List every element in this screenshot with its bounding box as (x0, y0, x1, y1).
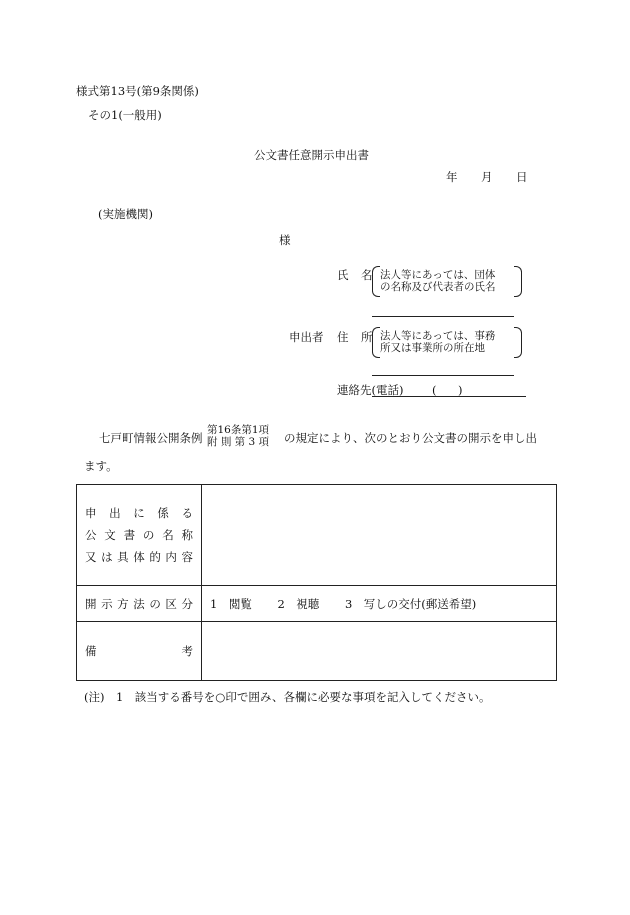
remarks-label-line (77, 640, 201, 662)
applicant-role: 申出者 (289, 330, 324, 344)
address-label-2: 所 (361, 330, 373, 344)
method-label-cell (77, 586, 202, 622)
option-view[interactable]: 1 閲覧 (210, 596, 252, 611)
name-underline[interactable] (372, 316, 514, 317)
label-char: 方 (117, 596, 129, 611)
document-label-line-2 (77, 524, 201, 546)
contact-paren-close: ) (458, 383, 463, 397)
label-char: 内 (165, 550, 177, 564)
address-note (380, 330, 495, 354)
label-char: 開 (85, 596, 97, 611)
date-month-label: 月 (481, 170, 493, 184)
name-label-2: 名 (361, 268, 373, 282)
address-underline[interactable] (372, 375, 514, 376)
name-note (380, 269, 496, 293)
document-name-input-cell[interactable] (202, 485, 557, 586)
label-char: の (142, 528, 155, 542)
table-row-document (77, 485, 557, 586)
label-char: は (101, 550, 113, 564)
name-note-line-2: の名称及び代表者の氏名 (380, 281, 496, 293)
label-char: 体 (133, 550, 145, 564)
contact-label: 連絡先(電話) (337, 383, 404, 397)
remarks-label-cell (77, 622, 202, 681)
label-char: 書 (123, 528, 136, 542)
method-options-cell (202, 586, 557, 622)
label-char: 区 (165, 596, 177, 611)
label-char: 申 (85, 506, 97, 520)
label-char: 又 (85, 550, 97, 564)
statement-suffix: の規定により、次のとおり公文書の開示を申し出 (284, 431, 537, 445)
label-char: 具 (117, 550, 129, 564)
name-note-open-bracket (372, 266, 380, 297)
method-label-line (77, 593, 201, 615)
label-char: 出 (109, 506, 121, 520)
address-note-open-bracket (372, 327, 380, 358)
page-title: 公文書任意開示申出書 (254, 148, 369, 162)
table-row-method (77, 586, 557, 622)
form-variant: その1(一般用) (88, 108, 162, 122)
label-char: 係 (157, 506, 169, 520)
form-number: 様式第13号(第9条関係) (76, 84, 199, 98)
honorific: 様 (279, 233, 291, 247)
label-char: の (149, 596, 161, 611)
name-note-line-1: 法人等にあっては、団体 (380, 269, 496, 281)
label-char: 容 (181, 550, 193, 564)
date-day-label: 日 (516, 170, 528, 184)
label-char: 名 (162, 528, 174, 542)
footnote: (注) 1 該当する番号を○印で囲み、各欄に必要な事項を記入してください。 (84, 690, 491, 704)
label-char: 文 (104, 528, 116, 542)
document-label-line-1 (77, 502, 201, 524)
label-char: に (133, 506, 145, 520)
name-note-close-bracket (514, 266, 522, 297)
name-label-1: 氏 (337, 268, 349, 282)
remarks-input-cell[interactable] (202, 622, 557, 681)
statement-articles (207, 424, 269, 448)
address-note-line-2: 所又は事業所の所在地 (380, 342, 485, 354)
document-name-label-cell (77, 485, 202, 586)
method-options (202, 596, 556, 612)
label-char: 的 (149, 550, 161, 564)
label-char: 法 (133, 596, 145, 611)
table-row-remarks (77, 622, 557, 681)
label-char: る (181, 506, 193, 520)
statement-continuation: ます。 (84, 459, 118, 473)
label-char: 分 (181, 596, 193, 611)
document-label-line-3 (77, 546, 201, 568)
option-listen[interactable]: 2 視聴 (277, 596, 320, 611)
label-char: 考 (181, 644, 193, 658)
statement-article-2: 附 則 第 3 項 (207, 436, 270, 448)
agency-label: (実施機関) (98, 207, 153, 221)
label-char: 称 (181, 528, 193, 542)
option-copy[interactable]: 3 写しの交付(郵送希望) (344, 596, 477, 611)
contact-underline[interactable] (372, 396, 526, 397)
address-note-line-1: 法人等にあっては、事務 (380, 330, 496, 342)
statement-article-1: 第16条第1項 (207, 424, 270, 436)
label-char: 示 (101, 596, 113, 611)
date-year-label: 年 (446, 170, 458, 184)
label-char: 公 (85, 528, 97, 542)
address-note-close-bracket (514, 327, 522, 358)
statement-prefix: 七戸町情報公開条例 (99, 431, 203, 445)
address-label-1: 住 (337, 330, 349, 344)
contact-paren-open: ( (432, 383, 437, 397)
request-table (76, 484, 557, 681)
label-char: 備 (85, 644, 97, 658)
